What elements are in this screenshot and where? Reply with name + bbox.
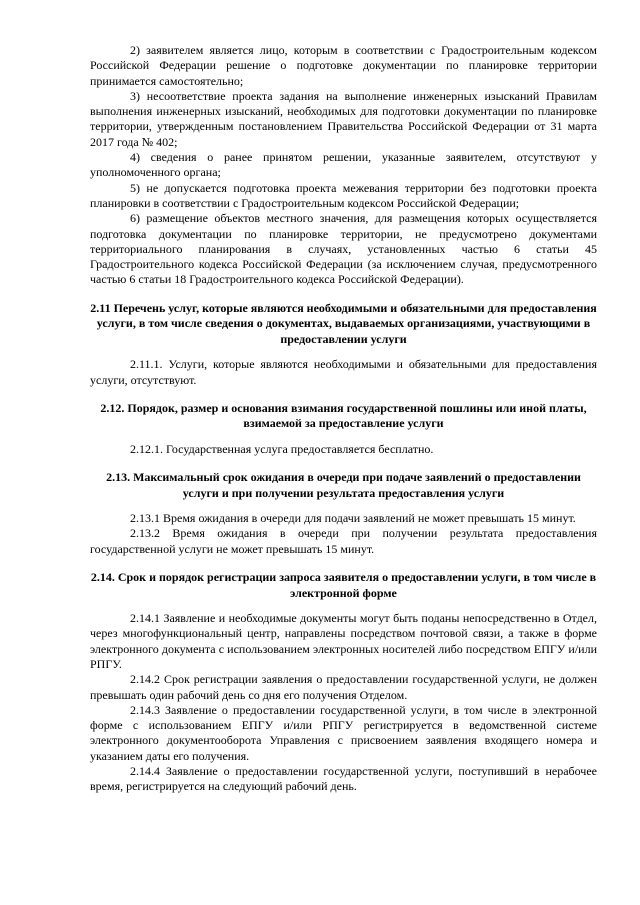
section-heading-2-13: 2.13. Максимальный срок ожидания в очереди при подаче заявлений о предоставлении услуги и при получении результата предоставления услуги	[106, 470, 581, 500]
section-heading-2-14: 2.14. Срок и порядок регистрации запроса заявителя о предоставлении услуги, в том числе в электронной форме	[90, 570, 597, 600]
section-heading-2-12: 2.12. Порядок, размер и основания взимания государственной пошлины или иной платы, взимаемой за предоставление услуги	[100, 400, 587, 431]
list-item: 6) размещение объектов местного значения, для размещения которых осуществляется подготовка документации по планировке территории, не предусмотрено документами территориального планирования в случаях, установленных частью 6 статьи 45 Градостроительного кодекса Российской Федерации (за исключением случая, предусмотренного частью 6 статьи 18 Градостроительного кодекса Российской Федерации).	[90, 211, 597, 287]
paragraph: 2.14.2 Срок регистрации заявления о предоставлении государственной услуги, не должен превышать один рабочий день со дня его получения Отделом.	[90, 672, 597, 702]
paragraph: 2.12.1. Государственная услуга предоставляется бесплатно.	[130, 441, 434, 456]
paragraph: 2.11.1. Услуги, которые являются необходимыми и обязательными для предоставления услуги, отсутствуют.	[90, 357, 597, 387]
list-item: 2) заявителем является лицо, которым в соответствии с Градостроительным кодексом Российской Федерации решение о подготовке документации по планировке территории принимается самостоятельно;	[90, 43, 597, 88]
list-item: 4) сведения о ранее принятом решении, указанные заявителем, отсутствуют у уполномоченного органа;	[90, 150, 597, 180]
paragraph: 2.13.1 Время ожидания в очереди для подачи заявлений не может превышать 15 минут.	[130, 511, 576, 526]
paragraph: 2.14.1 Заявление и необходимые документы могут быть поданы непосредственно в Отдел, через многофункциональный центр, направлены посредством почтовой связи, а также в форме электронного документа с использованием электронных носителей либо посредством ЕПГУ и/или РПГУ.	[90, 611, 597, 671]
paragraph: 2.13.2 Время ожидания в очереди при получении результата предоставления государственной услуги не может превышать 15 минут.	[90, 526, 597, 556]
document-body	[90, 43, 597, 795]
paragraph: 2.14.3 Заявление о предоставлении государственной услуги, в том числе в электронной форме с использованием ЕПГУ и/или РПГУ регистрируется в ведомственной системе электронного документооборота Управления с присвоением заявления входящего номера и указанием даты его получения.	[90, 702, 597, 763]
list-item: 3) несоответствие проекта задания на выполнение инженерных изысканий Правилам выполнения инженерных изысканий, необходимых для подготовки документации по планировке территории, утвержденным постановлением Правительства Российской Федерации от 31 марта 2017 года № 402;	[90, 88, 597, 149]
list-item: 5) не допускается подготовка проекта межевания территории без подготовки проекта планировки в соответствии с Градостроительным кодексом Российской Федерации;	[90, 180, 597, 210]
section-heading-2-11: 2.11 Перечень услуг, которые являются необходимыми и обязательными для предоставления услуги, в том числе сведения о документах, выдаваемых организациями, участвующими в предоставлении услуги	[90, 300, 597, 346]
paragraph: 2.14.4 Заявление о предоставлении государственной услуги, поступивший в нерабочее время, регистрируется на следующий рабочий день.	[90, 764, 597, 794]
